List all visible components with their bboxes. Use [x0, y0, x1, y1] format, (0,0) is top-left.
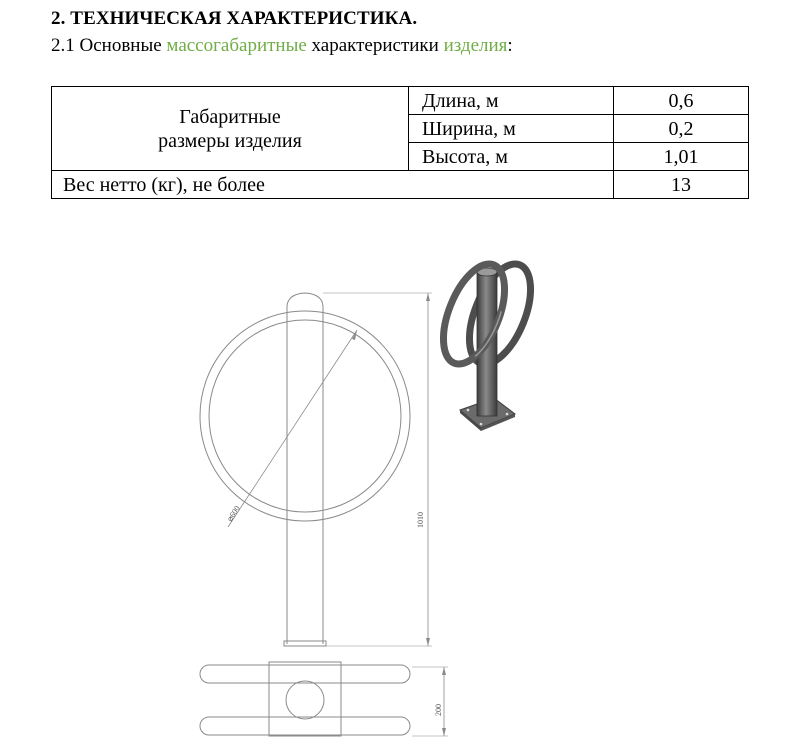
- subtitle-middle: характеристики: [306, 35, 444, 56]
- value-weight: 13: [614, 171, 749, 199]
- diameter-label: ⌀600: [225, 504, 242, 524]
- ring-bar-front: [200, 717, 410, 735]
- front-view: [200, 293, 432, 646]
- width-label: 200: [434, 704, 443, 716]
- base-plate: [284, 641, 326, 646]
- product-render: [431, 255, 543, 431]
- ring-bar-rear: [200, 665, 410, 683]
- bolt-dot: [480, 423, 483, 426]
- param-weight: Вес нетто (кг), не более: [52, 171, 614, 199]
- ring-outer: [200, 311, 410, 524]
- value-length: 0,6: [614, 87, 749, 115]
- ring-inner: [209, 320, 401, 512]
- height-arrow-top: [426, 293, 430, 301]
- param-height: Высота, м: [409, 143, 614, 171]
- value-height: 1,01: [614, 143, 749, 171]
- diameter-line: [228, 330, 357, 527]
- param-width: Ширина, м: [409, 115, 614, 143]
- top-view: [200, 662, 448, 736]
- height-arrow-bottom: [426, 638, 430, 646]
- subtitle-highlight-2: изделия: [443, 35, 508, 56]
- section-title: 2. ТЕХНИЧЕСКАЯ ХАРАКТЕРИСТИКА.: [51, 8, 418, 29]
- subtitle-prefix: 2.1 Основные: [51, 35, 167, 56]
- bolt-dot: [467, 409, 470, 412]
- width-arrow-bottom: [442, 728, 446, 736]
- dimensions-group-label-1: Габаритные: [179, 105, 281, 128]
- bolt-dot: [506, 413, 509, 416]
- top-plate: [269, 662, 341, 736]
- param-length: Длина, м: [409, 87, 614, 115]
- post-top-circle: [286, 681, 324, 719]
- subtitle-highlight-1: массогабаритные: [166, 35, 307, 56]
- subtitle-suffix: :: [507, 35, 513, 56]
- value-width: 0,2: [614, 115, 749, 143]
- dimensions-group-label-2: размеры изделия: [158, 129, 302, 152]
- height-label: 1010: [416, 512, 425, 528]
- width-arrow-top: [442, 667, 446, 675]
